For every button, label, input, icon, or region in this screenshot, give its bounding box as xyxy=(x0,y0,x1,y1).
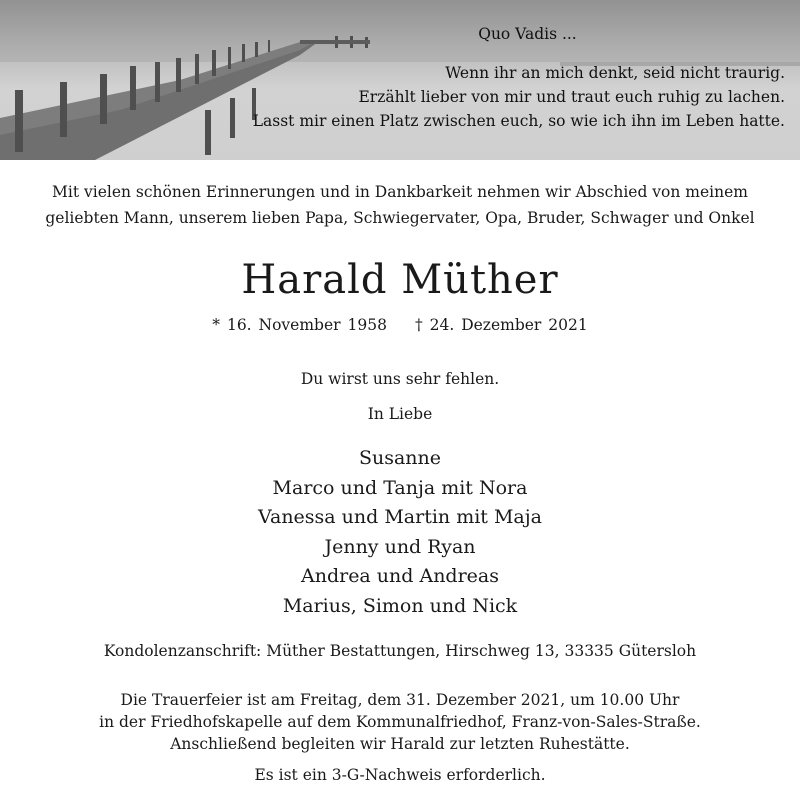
poem-line: Erzählt lieber von mir und traut euch ruhig zu lachen. xyxy=(358,88,785,106)
mourner-entry: Susanne xyxy=(358,447,442,469)
covid-notice: Es ist ein 3-G-Nachweis erforderlich. xyxy=(254,766,546,784)
mourner-entry: Vanessa und Martin mit Maja xyxy=(258,506,542,528)
poem-title: Quo Vadis ... xyxy=(478,25,577,43)
ceremony-line: in der Friedhofskapelle auf dem Kommunalfriedhof, Franz-von-Sales-Straße. xyxy=(99,713,701,731)
in-love-text: In Liebe xyxy=(367,405,433,423)
birth-date: * 16. November 1958 xyxy=(212,316,387,334)
mourners-list xyxy=(0,444,800,621)
death-date: † 24. Dezember 2021 xyxy=(414,316,588,334)
life-dates xyxy=(0,316,800,334)
poem-line: Wenn ihr an mich denkt, seid nicht traurig. xyxy=(445,64,785,82)
condolence-address: Kondolenzanschrift: Müther Bestattungen, Hirschweg 13, 33335 Gütersloh xyxy=(103,642,697,660)
ceremony-line: Anschließend begleiten wir Harald zur letzten Ruhestätte. xyxy=(170,735,630,753)
ceremony-info xyxy=(0,689,800,755)
intro-line: geliebten Mann, unserem lieben Papa, Schwiegervater, Opa, Bruder, Schwager und Onkel xyxy=(45,209,755,227)
mourner-entry: Jenny und Ryan xyxy=(324,535,476,558)
mourner-entry: Andrea und Andreas xyxy=(300,565,499,587)
poem xyxy=(230,22,785,133)
ceremony-line: Die Trauerfeier ist am Freitag, dem 31. Dezember 2021, um 10.00 Uhr xyxy=(120,691,680,709)
mourner-entry: Marius, Simon und Nick xyxy=(282,594,518,617)
farewell-text: Du wirst uns sehr fehlen. xyxy=(300,370,500,388)
mourner-entry: Marco und Tanja mit Nora xyxy=(272,476,528,499)
deceased-name: Harald Müther xyxy=(241,257,559,303)
intro-text xyxy=(0,179,800,231)
poem-line: Lasst mir einen Platz zwischen euch, so wie ich ihn im Leben hatte. xyxy=(252,112,785,130)
intro-line: Mit vielen schönen Erinnerungen und in Dankbarkeit nehmen wir Abschied von meinem xyxy=(52,183,748,201)
pier-photo-banner xyxy=(0,0,800,160)
